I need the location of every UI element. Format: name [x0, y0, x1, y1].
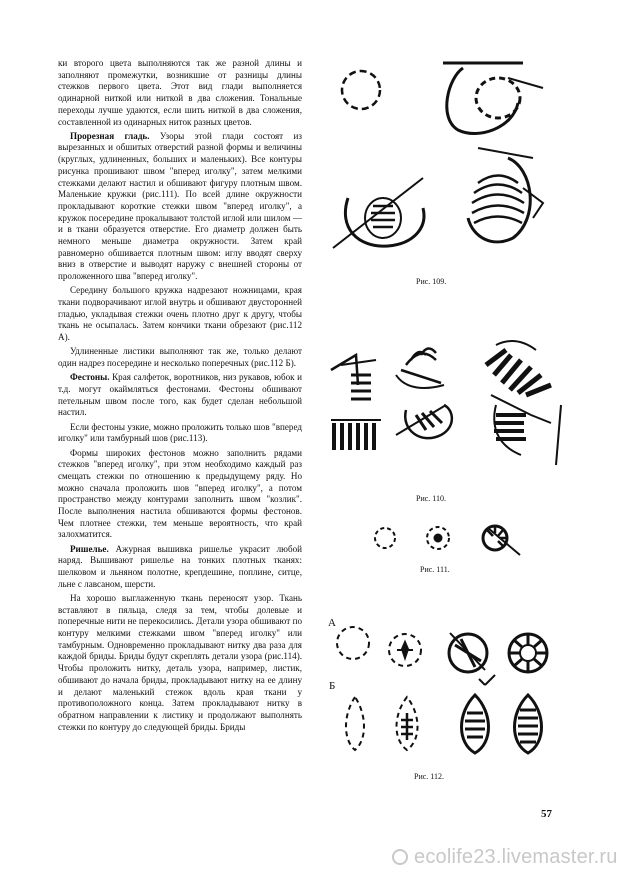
paragraph — [58, 448, 302, 542]
figure-110-illustration — [326, 335, 576, 485]
paragraph-body: Если фестоны узкие, можно проложить только шов "вперед иголку" или тамбурный шов (рис.113). — [58, 421, 302, 444]
figure-112-label-b: Б — [329, 680, 336, 692]
paragraph — [58, 372, 302, 419]
figure-109-illustration — [328, 58, 553, 268]
paragraph-body: Края салфеток, воротников, низ рукавов, юбок и т.д. могут окаймляться фестонами. Фестоны обшивают петельным швом после того, как будет сделан небольшой настил. — [58, 372, 302, 418]
paragraph — [58, 593, 302, 733]
paragraph-heading: Прорезная гладь. — [70, 130, 150, 141]
paragraph — [58, 285, 302, 344]
figure-109-caption: Рис. 109. — [416, 277, 447, 286]
paragraph-body: Удлиненные листики выполняют так же, только делают один надрез посередине и несколько поперечных (рис.112 Б). — [58, 346, 302, 369]
ball-of-yarn-icon — [392, 849, 408, 865]
paragraph — [58, 131, 302, 283]
paragraph-body: Узоры этой глади состоят из вырезанных и обшитых отверстий разной формы и величины (круглых, удлиненных, больших и маленьких). Все контуры рисунка прошивают швом "вперед иголку", затем мелкими стежками делают настил и обшивают фигуру плотным швом. Маленькие кружки (рис.111). По всей длине окружности прокладывают короткие стежки швом "вперед иголку", а кружок посередине прокалывают толстой иглой или шилом — и в ткани образуется отверстие. Его диаметр должен быть немного меньше диаметра окружности. Затем край равномерно обшивается плотным швом: иглу вводят сверху вниз в отверстие и выводят наружу с внешней стороны от проложенного шва "вперед иголку". — [58, 130, 302, 282]
paragraph — [58, 544, 302, 591]
figure-111-caption: Рис. 111. — [420, 565, 450, 574]
figure-112-caption: Рис. 112. — [414, 772, 444, 781]
watermark-text: ecolife23.livemaster.ru — [414, 846, 618, 868]
paragraph-body: На хорошо выглаженную ткань переносят узор. Ткань вставляют в пяльца, следя за тем, чтобы долевые и поперечные нити не перекосились. Детали узора обшивают по контуру мелкими стежками швом "вперед иголку" или тамбурным. Одновременно прокладывают нитку два раза для каждой бриды. Бриды будут скреплять детали узора (рис.114). Чтобы проложить нитку, деталь узора, например, листик, обшивают до начала бриды, прокладывают нитку на ее длину и делают маленький стежок вдоль края ткани у противоположного конца. Затем прокладывают нитку в обратном направлении к листику и продолжают выполнять стежки по контуру до следующей бриды. Бриды — [58, 592, 302, 732]
paragraph-body: Формы широких фестонов можно заполнить рядами стежков "вперед иголку", при этом необходимо каждый раз смещать стежки по отношению к предыдущему ряду. Но можно сначала проложить шов "вперед иголку", а потом пространство между контурами заполнить швом "козлик". После выполнения настила обшиваются формы фестонов. Чем плотнее стежки, тем меньше вероятность, что край залохматится. — [58, 447, 302, 540]
paragraph — [58, 346, 302, 369]
figure-112-label-a: А — [328, 617, 336, 629]
main-text-column — [58, 58, 302, 736]
paragraph-body: Середину большого кружка надрезают ножницами, края ткани подворачивают иглой внутрь и обшивают двусторонней гладью, укладывая стежки очень плотно друг к другу, чтобы ткань не осыпалась. Затем кончики ткани обрезают (рис.112 А). — [58, 285, 302, 343]
figure-112-illustration — [335, 615, 560, 765]
paragraph-heading: Фестоны. — [70, 372, 110, 383]
paragraph-heading: Ришелье. — [70, 543, 109, 554]
watermark — [392, 846, 618, 869]
page-number: 57 — [541, 808, 552, 820]
paragraph — [58, 422, 302, 445]
paragraph — [58, 58, 302, 128]
figure-110-caption: Рис. 110. — [416, 494, 446, 503]
figure-111-illustration — [370, 520, 540, 560]
paragraph-body: ки второго цвета выполняются так же разной длины и заполняют промежутки, возникшие от разницы длины стежков первого цвета. Этот вид глади выполняется одинарной ниткой или ниткой в два сложения. Тональные переходы лучше удаются, если шить ниткой в два сложения, составленной из одинарных ниток разных цветов. — [58, 58, 302, 127]
paragraph-body: Ажурная вышивка ришелье украсит любой наряд. Вышивают ришелье на тонких плотных тканях: шелковом и льняном полотне, крепдешине, поплине, ситце, льне с лавсаном, шерсти. — [58, 543, 302, 589]
